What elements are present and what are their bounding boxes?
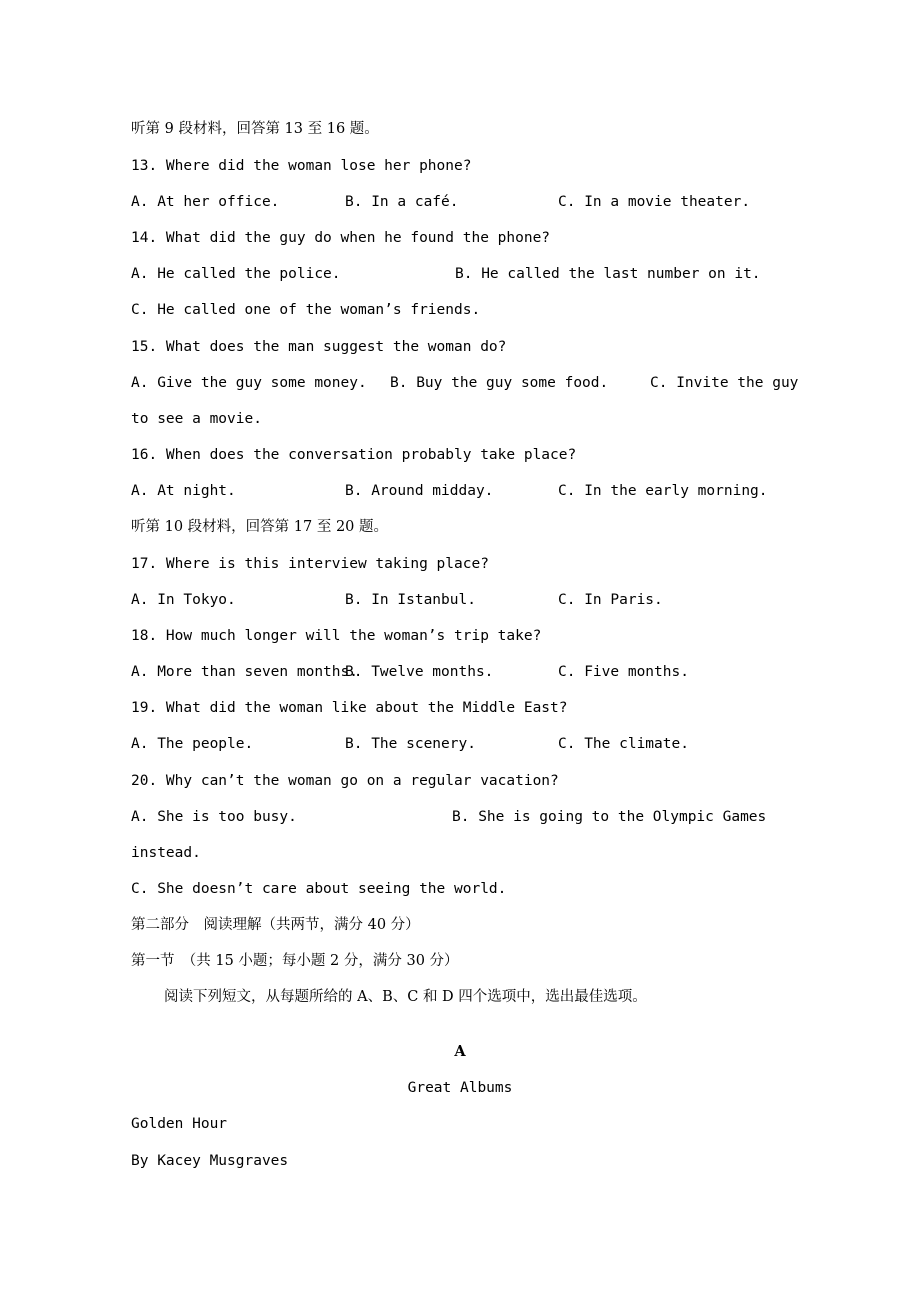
- question-18: 18. How much longer will the woman’s trip take?: [131, 628, 542, 644]
- q20-option-b-continued: instead.: [131, 845, 201, 861]
- q18-option-c: C. Five months.: [558, 664, 689, 680]
- passage-label: A: [454, 1043, 466, 1060]
- part-2-title: 第二部分 阅读理解（共两节，满分 40 分）: [131, 917, 420, 933]
- reading-instructions: 阅读下列短文，从每题所给的 A、B、C 和 D 四个选项中，选出最佳选项。: [164, 989, 647, 1005]
- question-17: 17. Where is this interview taking place?: [131, 556, 489, 572]
- question-15: 15. What does the man suggest the woman do?: [131, 339, 507, 355]
- q18-option-b: B. Twelve months.: [345, 664, 494, 680]
- q19-option-a: A. The people.: [131, 736, 254, 752]
- q14-option-b: B. He called the last number on it.: [455, 266, 761, 282]
- q17-option-b: B. In Istanbul.: [345, 592, 476, 608]
- passage-title: Great Albums: [407, 1080, 513, 1096]
- q14-option-c: C. He called one of the woman’s friends.: [131, 302, 481, 318]
- question-14: 14. What did the guy do when he found the phone?: [131, 230, 551, 246]
- q15-option-b: B. Buy the guy some food.: [390, 375, 609, 391]
- section-10-intro: 听第 10 段材料，回答第 17 至 20 题。: [131, 519, 389, 535]
- q16-option-a: A. At night.: [131, 483, 236, 499]
- q13-option-c: C. In a movie theater.: [558, 194, 751, 210]
- q18-option-a: A. More than seven months.: [131, 664, 358, 680]
- album-name: Golden Hour: [131, 1116, 228, 1132]
- q15-option-a: A. Give the guy some money.: [131, 375, 367, 391]
- q16-option-c: C. In the early morning.: [558, 483, 768, 499]
- question-13: 13. Where did the woman lose her phone?: [131, 158, 472, 174]
- q15-option-c-continued: to see a movie.: [131, 411, 262, 427]
- question-16: 16. When does the conversation probably take place?: [131, 447, 577, 463]
- q17-option-c: C. In Paris.: [558, 592, 663, 608]
- q16-option-b: B. Around midday.: [345, 483, 494, 499]
- section-1-title: 第一节 （共 15 小题；每小题 2 分，满分 30 分）: [131, 953, 459, 969]
- question-20: 20. Why can’t the woman go on a regular vacation?: [131, 773, 559, 789]
- q14-option-a: A. He called the police.: [131, 266, 341, 282]
- q17-option-a: A. In Tokyo.: [131, 592, 236, 608]
- q19-option-c: C. The climate.: [558, 736, 689, 752]
- album-artist: By Kacey Musgraves: [131, 1153, 289, 1169]
- q20-option-b: B. She is going to the Olympic Games: [452, 809, 767, 825]
- q19-option-b: B. The scenery.: [345, 736, 476, 752]
- q15-option-c: C. Invite the guy: [650, 375, 799, 391]
- q20-option-c: C. She doesn’t care about seeing the world.: [131, 881, 507, 897]
- q13-option-b: B. In a café.: [345, 194, 459, 210]
- q13-option-a: A. At her office.: [131, 194, 280, 210]
- section-9-intro: 听第 9 段材料，回答第 13 至 16 题。: [131, 121, 379, 137]
- question-19: 19. What did the woman like about the Middle East?: [131, 700, 568, 716]
- q20-option-a: A. She is too busy.: [131, 809, 297, 825]
